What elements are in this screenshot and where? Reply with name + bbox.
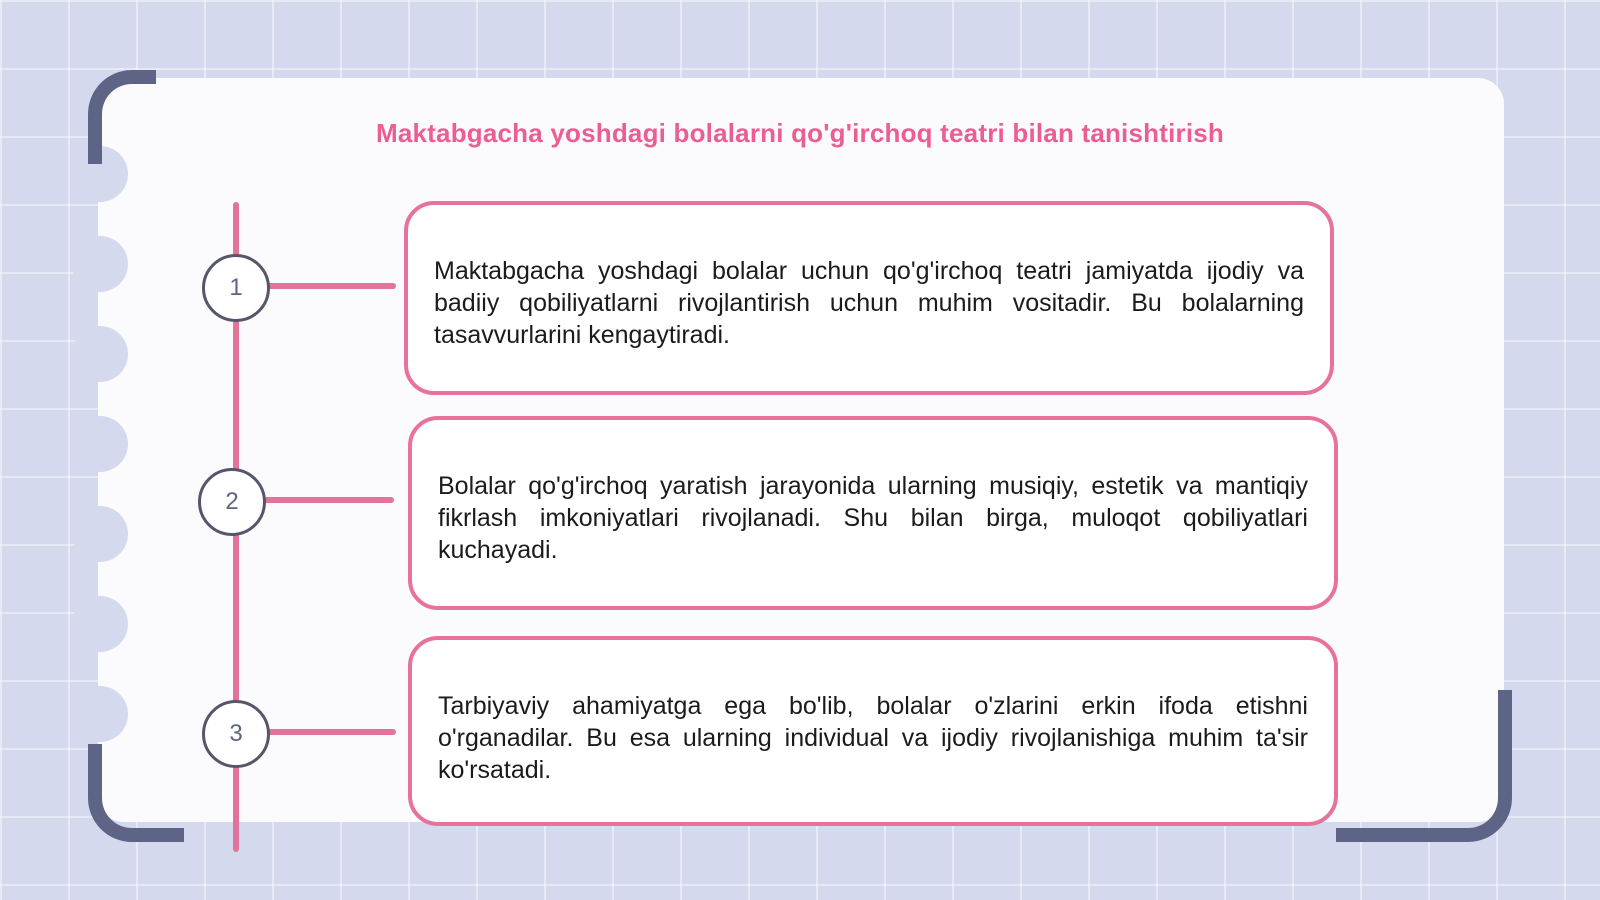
notebook-hole bbox=[72, 686, 128, 742]
notebook-hole bbox=[72, 326, 128, 382]
step-number-badge: 1 bbox=[202, 254, 270, 322]
notebook-hole bbox=[72, 596, 128, 652]
notebook-hole bbox=[72, 506, 128, 562]
step-text: Tarbiyaviy ahamiyatga ega bo'lib, bolalar o'zlarini erkin ifoda etishni o'rganadilar. Bu esa ularning individual va ijodiy rivojlanishiga muhim ta'sir ko'rsatadi. bbox=[438, 692, 1308, 784]
step-number-badge: 2 bbox=[198, 468, 266, 536]
timeline-connector bbox=[262, 729, 396, 735]
step-number-badge: 3 bbox=[202, 700, 270, 768]
notebook-hole bbox=[72, 416, 128, 472]
slide-title: Maktabgacha yoshdagi bolalarni qo'g'irchoq teatri bilan tanishtirish bbox=[376, 118, 1224, 148]
timeline-connector bbox=[262, 283, 396, 289]
step-text: Maktabgacha yoshdagi bolalar uchun qo'g'irchoq teatri jamiyatda ijodiy va badiiy qobiliyatlarni rivojlantirish uchun muhim vositadir. Bu bolalarning tasavvurlarini kengaytiradi. bbox=[434, 257, 1304, 349]
step-card bbox=[408, 416, 1338, 610]
step-card bbox=[404, 201, 1334, 395]
notebook-hole bbox=[72, 236, 128, 292]
frame-corner-bottom-right bbox=[1336, 690, 1512, 842]
frame-corner-top-left bbox=[88, 70, 156, 164]
step-text: Bolalar qo'g'irchoq yaratish jarayonida ularning musiqiy, estetik va mantiqiy fikrlash imkoniyatlari rivojlanadi. Shu bilan birga, muloqot qobiliyatlari kuchayadi. bbox=[438, 472, 1308, 564]
frame-corner-bottom-left bbox=[88, 744, 184, 842]
step-card bbox=[408, 636, 1338, 826]
timeline-connector bbox=[260, 497, 394, 503]
